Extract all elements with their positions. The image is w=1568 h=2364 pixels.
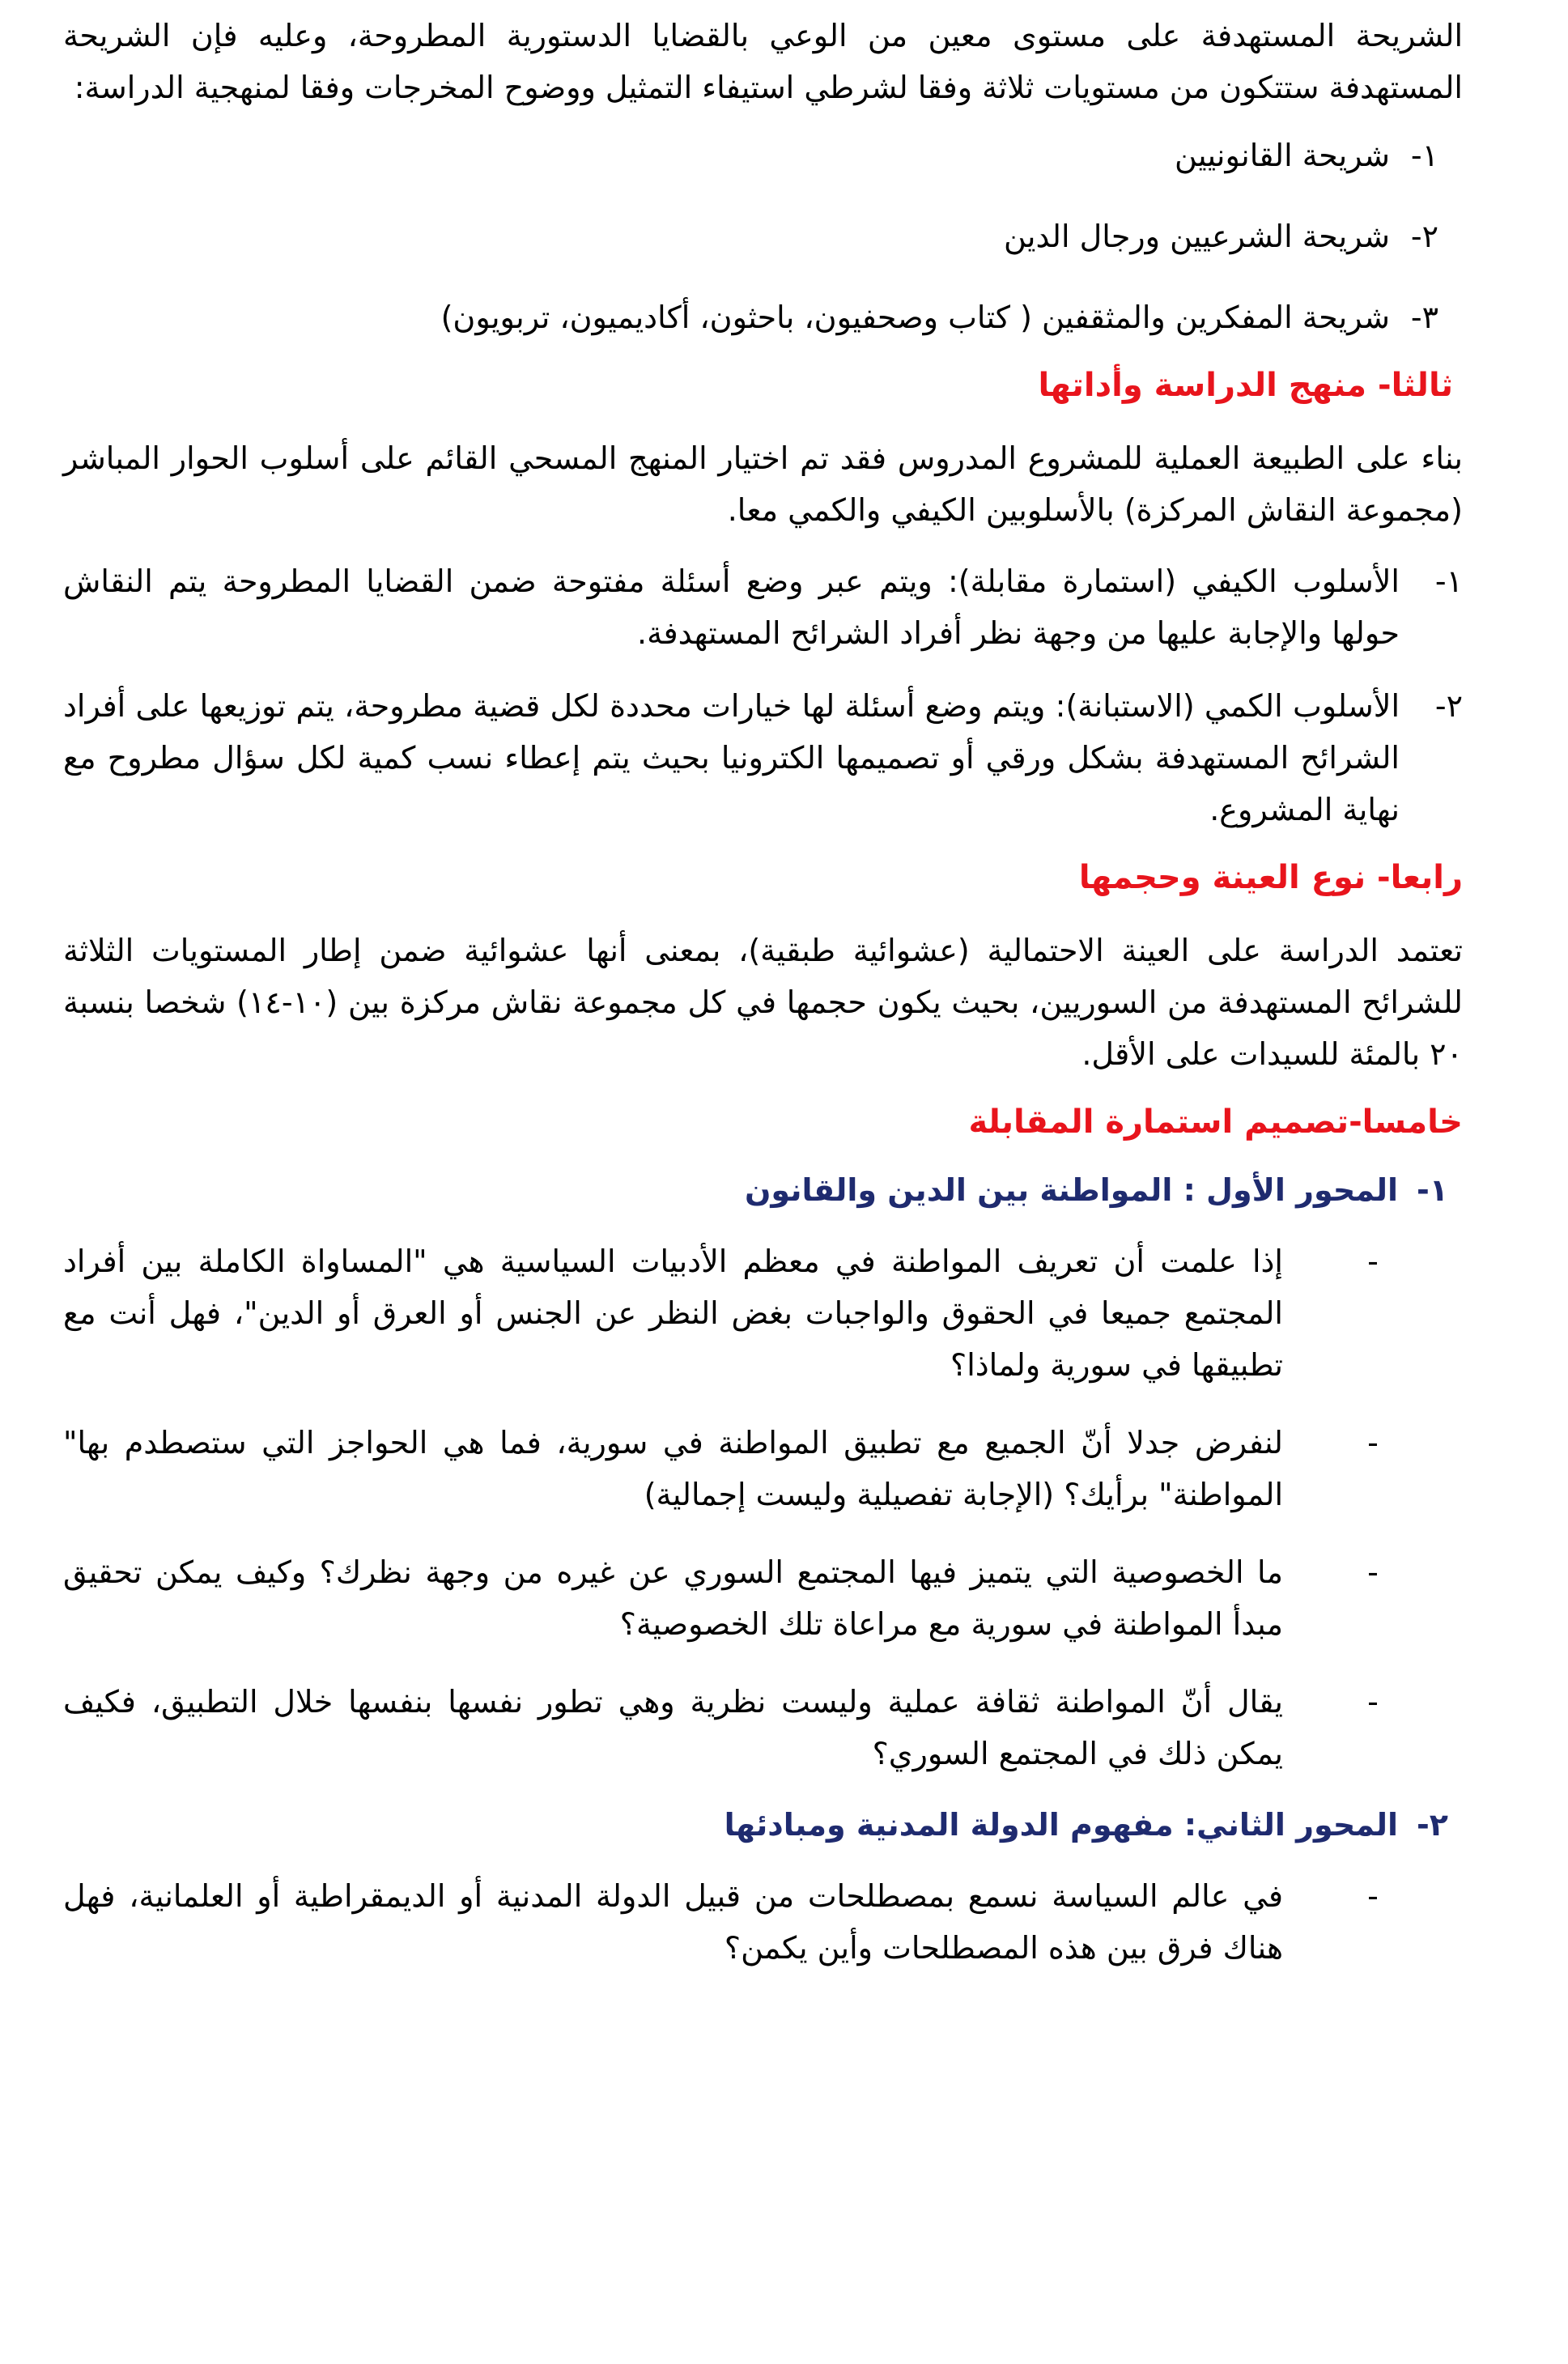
list-item <box>63 130 1463 181</box>
bullet-dash: - <box>1367 1425 1379 1460</box>
axis-title: المحور الأول : المواطنة بين الدين والقانون <box>744 1172 1398 1208</box>
list-item <box>63 1235 1463 1391</box>
stratum-text: شريحة الشرعيين ورجال الدين <box>1003 219 1390 254</box>
section-heading-interview-form: خامسا-تصميم استمارة المقابلة <box>968 1103 1463 1141</box>
question-text: ما الخصوصية التي يتميز فيها المجتمع السوري عن غيره من وجهة نظرك؟ وكيف يمكن تحقيق مبدأ المواطنة في سورية مع مراعاة تلك الخصوصية؟ <box>63 1554 1283 1642</box>
questions-list-axis-1 <box>63 1235 1463 1779</box>
stratum-text: شريحة القانونيين <box>1175 138 1390 173</box>
axis-marker: ٢- <box>1417 1807 1448 1843</box>
bullet-dash: - <box>1367 1878 1379 1914</box>
questions-list-axis-2 <box>63 1870 1463 1974</box>
list-marker: ١- <box>1410 138 1438 173</box>
axis-heading-citizenship <box>63 1164 1463 1216</box>
bullet-dash: - <box>1367 1684 1379 1720</box>
section-heading-methodology: ثالثا- منهج الدراسة وأداتها <box>1038 367 1453 404</box>
strata-list <box>63 130 1463 343</box>
methods-list <box>63 555 1463 835</box>
question-text: لنفرض جدلا أنّ الجميع مع تطبيق المواطنة في سورية، فما هي الحواجز التي ستصطدم بها" المواطنة" برأيك؟ (الإجابة تفصيلية وليست إجمالية) <box>63 1425 1283 1512</box>
list-item <box>63 555 1463 659</box>
list-item <box>63 210 1463 262</box>
list-item <box>63 1676 1463 1779</box>
section-heading-sample: رابعا- نوع العينة وحجمها <box>1078 859 1463 896</box>
list-marker: ١- <box>1434 563 1463 599</box>
bullet-dash: - <box>1367 1244 1379 1279</box>
list-item <box>63 1417 1463 1520</box>
list-marker: ٢- <box>1434 688 1463 724</box>
list-item <box>63 680 1463 835</box>
method-text: الأسلوب الكيفي (استمارة مقابلة): ويتم عبر وضع أسئلة مفتوحة ضمن القضايا المطروحة يتم النقاش حولها والإجابة عليها من وجهة نظر أفراد الشرائح المستهدفة. <box>63 563 1400 651</box>
list-marker: ٢- <box>1410 219 1438 254</box>
question-text: إذا علمت أن تعريف المواطنة في معظم الأدبيات السياسية هي "المساواة الكاملة بين أفراد المجتمع جميعا في الحقوق والواجبات بغض النظر عن الجنس أو العرق أو الدين"، فهل أنت مع تطبيقها في سورية ولماذا؟ <box>63 1244 1283 1383</box>
axis-title: المحور الثاني: مفهوم الدولة المدنية ومبادئها <box>724 1807 1398 1843</box>
question-text: في عالم السياسة نسمع بمصطلحات من قبيل الدولة المدنية أو الديمقراطية أو العلمانية، فهل هناك فرق بين هذه المصطلحات وأين يكمن؟ <box>63 1878 1283 1966</box>
methodology-paragraph: بناء على الطبيعة العملية للمشروع المدروس فقد تم اختيار المنهج المسحي القائم على أسلوب الحوار المباشر (مجموعة النقاش المركزة) بالأسلوبين الكيفي والكمي معا. <box>63 440 1463 528</box>
stratum-text: شريحة المفكرين والمثقفين ( كتاب وصحفيون، باحثون، أكاديميون، تربويون) <box>440 300 1390 335</box>
list-item <box>63 1546 1463 1650</box>
intro-paragraph: الشريحة المستهدفة على مستوى معين من الوعي بالقضايا الدستورية المطروحة، وعليه فإن الشريحة المستهدفة ستتكون من مستويات ثلاثة وفقا لشرطي استيفاء التمثيل ووضوح المخرجات وفقا لمنهجية الدراسة: <box>63 18 1463 105</box>
document-page <box>63 10 1463 1974</box>
list-marker: ٣- <box>1410 300 1438 335</box>
question-text: يقال أنّ المواطنة ثقافة عملية وليست نظرية وهي تطور نفسها بنفسها خلال التطبيق، فكيف يمكن ذلك في المجتمع السوري؟ <box>63 1684 1283 1771</box>
list-item <box>63 1870 1463 1974</box>
method-text: الأسلوب الكمي (الاستبانة): ويتم وضع أسئلة لها خيارات محددة لكل قضية مطروحة، يتم توزيعها على أفراد الشرائح المستهدفة بشكل ورقي أو تصميمها الكترونيا بحيث يتم إعطاء نسب كمية لكل سؤال مطروح مع نهاية المشروع. <box>63 688 1400 827</box>
bullet-dash: - <box>1367 1554 1379 1590</box>
list-item <box>63 291 1463 343</box>
sample-paragraph: تعتمد الدراسة على العينة الاحتمالية (عشوائية طبقية)، بمعنى أنها عشوائية ضمن إطار المستويات الثلاثة للشرائح المستهدفة من السوريين، بحيث يكون حجمها في كل مجموعة نقاش مركزة بين (١٠-١٤) شخصا بنسبة ٢٠ بالمئة للسيدات على الأقل. <box>63 933 1463 1072</box>
axis-heading-civil-state <box>63 1799 1463 1851</box>
axis-marker: ١- <box>1417 1172 1448 1208</box>
